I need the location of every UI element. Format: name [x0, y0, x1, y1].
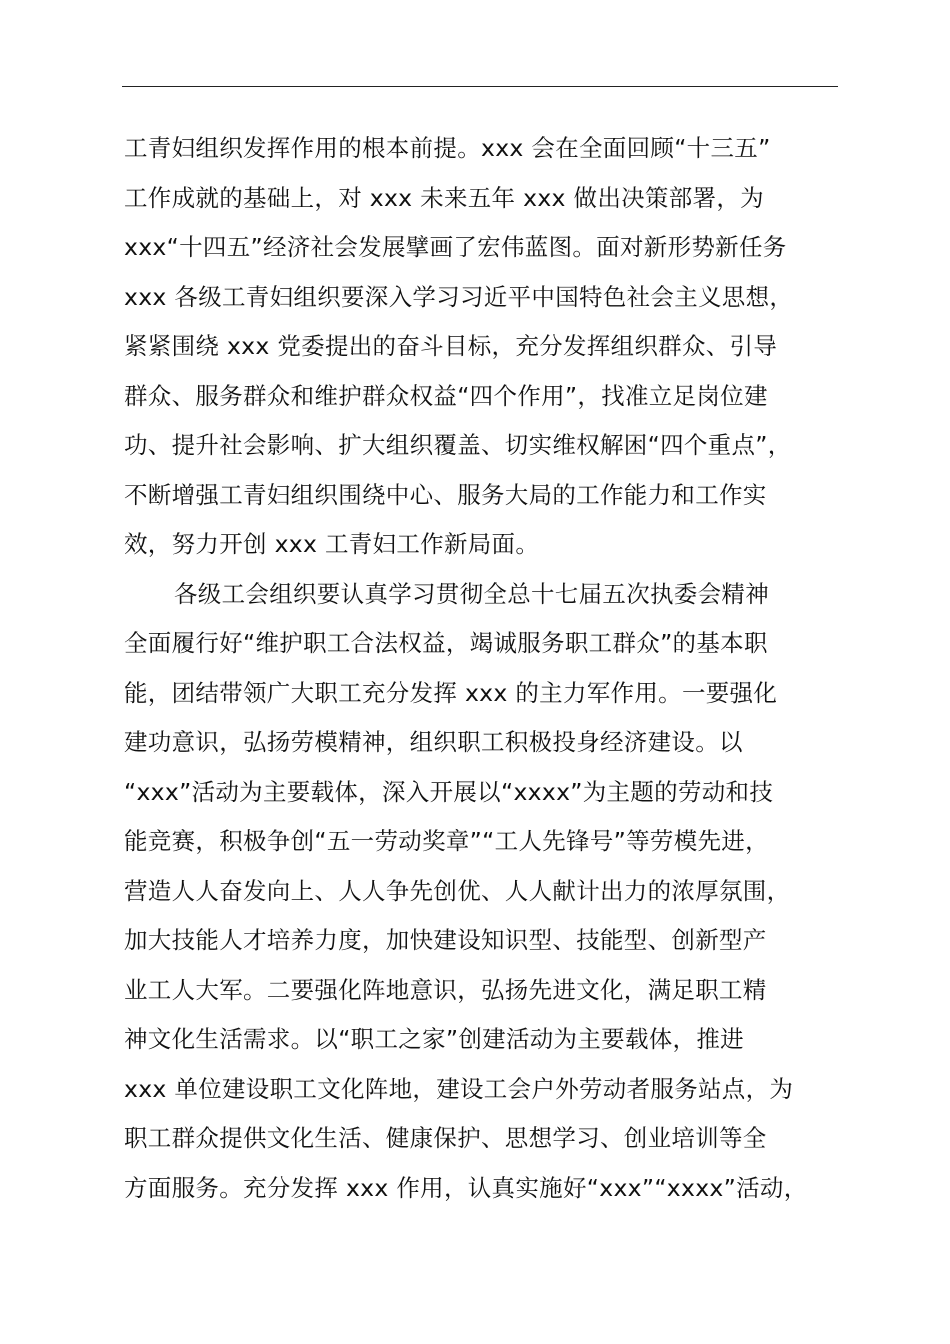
text-line: “xxx”活动为主要载体，深入开展以“xxxx”为主题的劳动和技 — [124, 777, 774, 806]
text-line: 业工人大军。二要强化阵地意识，弘扬先进文化，满足职工精 — [124, 975, 767, 1004]
text-line: 不断增强工青妇组织围绕中心、服务大局的工作能力和工作实 — [124, 480, 767, 509]
text-line: 能，团结带领广大职工充分发挥 xxx 的主力军作用。一要强化 — [124, 678, 778, 707]
text-line: 工青妇组织发挥作用的根本前提。xxx 会在全面回顾“十三五” — [124, 134, 771, 162]
text-line: xxx“十四五”经济社会发展擘画了宏伟蓝图。面对新形势新任务 — [124, 233, 787, 261]
header-rule — [122, 86, 838, 87]
text-line: 全面履行好“维护职工合法权益，竭诚服务职工群众”的基本职 — [124, 629, 768, 657]
text-line: 职工群众提供文化生活、健康保护、思想学习、创业培训等全 — [124, 1124, 767, 1152]
text-line: 功、提升社会影响、扩大组织覆盖、切实维权解困“四个重点”， — [124, 431, 792, 459]
text-line: xxx 各级工青妇组织要深入学习习近平中国特色社会主义思想， — [124, 282, 794, 311]
text-line: xxx 单位建设职工文化阵地，建设工会户外劳动者服务站点，为 — [124, 1074, 794, 1103]
text-line: 建功意识，弘扬劳模精神，组织职工积极投身经济建设。以 — [124, 728, 743, 756]
text-line: 神文化生活需求。以“职工之家”创建活动为主要载体，推进 — [124, 1025, 744, 1053]
text-line: 能竞赛，积极争创“五一劳动奖章”“工人先锋号”等劳模先进， — [124, 827, 769, 855]
text-line: 紧紧围绕 xxx 党委提出的奋斗目标，充分发挥组织群众、引导 — [124, 332, 778, 360]
text-line: 效，努力开创 xxx 工青妇工作新局面。 — [124, 530, 540, 558]
text-line: 工作成就的基础上，对 xxx 未来五年 xxx 做出决策部署，为 — [124, 183, 764, 212]
text-line: 方面服务。充分发挥 xxx 作用，认真实施好“xxx”“xxxx”活动， — [124, 1173, 808, 1202]
text-line: 加大技能人才培养力度，加快建设知识型、技能型、创新型产 — [124, 926, 767, 954]
text-line: 营造人人奋发向上、人人争先创优、人人献计出力的浓厚氛围， — [124, 876, 791, 905]
body-text — [124, 124, 864, 1213]
text-line: 群众、服务群众和维护群众权益“四个作用”，找准立足岗位建 — [124, 381, 768, 410]
paragraph-start-line: 各级工会组织要认真学习贯彻全总十七届五次执委会精神 — [174, 579, 769, 608]
